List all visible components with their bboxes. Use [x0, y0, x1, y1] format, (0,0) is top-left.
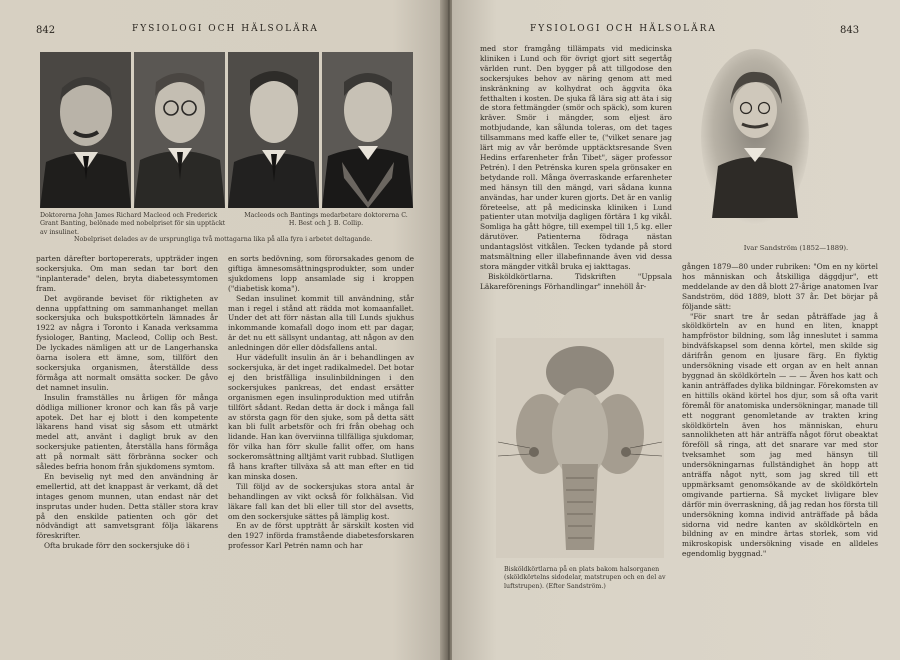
- paragraph: En av de först uppträtt år särskilt kosten vid den 1927 införda framstående diabetesforskaren professor Karl Petrén namn och har: [228, 521, 414, 551]
- photo-collip: [322, 52, 413, 208]
- page-number-right: 843: [840, 25, 860, 36]
- running-header-right: FYSIOLOGI OCH HÄLSOLÄRA: [530, 24, 717, 34]
- paragraph: Bisköldkörtlarna. Tidskriften "Uppsala Läkareförenings Förhandlingar" innehöll år-: [480, 271, 672, 291]
- photo-caption-left: Doktorerna John James Richard Macleod och Frederick Grant Banting, belönade med nobelpriset för sin upptäckt av insulinet.: [40, 212, 226, 236]
- paragraph: Hur vädefullt insulin än är i behandlingen av sockersjuka, är det inget radikalmedel. Det botar ej den bristfälliga insulinbildningen i den sockersjukes pankreas, det endast ersätter organismen egen insulinproduktion med utifrån tillfört sådant. Redan detta är dock i många fall av största gagn för den sjuke, som på detta sätt kan bli fullt arbetsför och fri från obehag och lidande. Han kan överviinna tillfälliga sjukdomar, för vilka han förr skulle fallit offer, om hans sockeromsättning alltjämt varit rubbad. Slutligen få hans krafter tillväxa så att man efter en tid kan minska dosen.: [228, 353, 414, 481]
- photo-best: [228, 52, 319, 208]
- paragraph: Det avgörande beviset för riktigheten av denna uppfattning om sammanhanget mellan sockersjuka och bukspottkörteln lämnades år 1922 av några i Toronto i Kanada verksamma fysiologer, Banting, Macleod, Collip och Best. De lyckades nämligen att ur de Langerhanska öarna isolera ett ämne, som, tillfört den sockersjuka organismen, återställde dess förmåga att normalt omsätta socker. De gåvo det namnet insulin.: [36, 293, 218, 392]
- right-column-1: [480, 44, 672, 336]
- left-page: [0, 0, 446, 660]
- paragraph: Sedan insulinet kommit till användning, står man i regel i stånd att rädda mot komaanfallet. Under det att förr nästan alla till Lunds sjukhus inkommande komafall dogo inom ett par dagar, är det nu ett sällsynt undantag, att någon av den anledningen dör eller dödsfallens antal.: [228, 293, 414, 353]
- paragraph: Ofta brukade förr den sockersjuke dö i: [44, 541, 190, 551]
- photo-caption-right: Macleods och Bantings medarbetare doktorerna C. H. Best och J. B. Collip.: [244, 212, 408, 228]
- left-column-1: [36, 254, 218, 648]
- right-page: [452, 0, 900, 660]
- photo-banting: [134, 52, 225, 208]
- left-column-2: [228, 254, 414, 648]
- paragraph: Insulin framställes nu årligen för många dödliga millioner kronor och kan fås på varje apotek. Det har ej blott i den kompetente läkarens hand visat sig såsom ett utmärkt medel att, använt i dagligt bruk av den sockersjuke patienten, återställa hans förmåga att på normalt sätt förbränna socker och således befria honom från sjukdomens symtom.: [36, 392, 218, 472]
- right-column-2: [682, 262, 878, 642]
- paragraph: "För snart tre år sedan påträffade jag å sköldkörteln av en hund en liten, knappt hampfröstor bildning, som låg inneslutet i samma bindväfskapsel som denna körtel, men skilde sig därifrån genom en ljusare färg. En flyktig undersökning visade ett organ av en helt annan byggnad än sköldkörteln — — — Även hos katt och kanin anträffades dylika bildningar. Förekomsten av en hittills okänd körtel hos djur, som så ofta varit föremål för anatomiska undersökningar, manade till ett noggrant genomletande av trakten kring sköldkörteln även hos människan, ehuru sannolikheten att här anträffa något förut obeaktat föreföll så ringa, att det snarare var med stor tveksamhet som jag med hänsyn till undersökningarnas fullständighet än hopp att anträffa något nytt, som jag skred till ett uppmärksamt genomsökande av de sköldkörteln omgivande partierna. Så mycket livligare blev därför min överraskning, då jag redan hos första till undersökning komna individ anträffade på båda sidorna vid nedre kanten av sköldkörteln en bildning av en mindre ärtas storlek, som vid mikroskopisk undersökning visade en alldeles egendomlig byggnad.": [682, 311, 878, 559]
- page-number-left: 842: [36, 25, 56, 36]
- photo-macleod: [40, 52, 131, 208]
- paragraph: En beviselig nyt med den användning är emellertid, att det knappast är verkamt, då det intages genom munnen, utan endast när det insprutas under huden. Detta ställer stora krav på den enskilde patienten och gör det nödvändigt att samvetsgrant följa läkarens föreskrifter.: [36, 471, 218, 541]
- paragraph: en sorts bedövning, som förorsakades genom de giftiga ämnesomsättningsprodukter, som under sjukdomens lopp ansamlade sig i kroppen ("diabetisk koma").: [228, 254, 414, 293]
- photo-caption-bar: Nobelpriset delades av de ursprungliga två mottagarna lika på alla fyra i arbetet deltagande.: [74, 236, 373, 243]
- anatomy-caption: Bisköldkörtlarna på en plats bakom halsorganen (sköldkörtelns sidodelar, matstrupen och en del av luftstrupen). (Efter Sandström.): [504, 566, 666, 590]
- portrait-ivar-sandstrom: [700, 48, 810, 226]
- paragraph: gången 1879—80 under rubriken: "Om en ny körtel hos människan och åtskilliga däggdjur", ett meddelande av den då blott 27-årige anatomen Ivar Sandström, död 1889, blott 37 år. Det börjar på följande sätt:: [682, 262, 878, 311]
- paragraph: med stor framgång tillämpats vid medicinska kliniken i Lund och för övrigt gjort sitt segertåg världen runt. Den bygger på att tillgodose den sockersjukes behov av näring genom att med inskränkning av kolhydrat och äggvita öka fetthalten i kosten. De sjuka få lära sig att äta i sig de stora fettmängder (smör och späck), som kuren kräver. Smör i mängder, som eljest äro motbjudande, kan sålunda toleras, om det tages tillsammans med kaffe eller te, ("vilket senare jag lärt mig av vår berömde upptäcktsresande Sven Hedins erfarenheter från Tibet", säger professor Petrén). I den Petrénska kuren spela grönsaker en betydande roll. Många överraskande erfarenheter med hänsyn till den mängd, vari sådana kunna användas, har under kuren gjorts. Det är en vanlig företeelse, att på medicinska kliniken i Lund patienter utan motvilja dagligen förtära 1 kg vikål. Somliga ha gått högre, till exempel till 1,5 kg. eller därutöver. Patienterna födraga nästan undantagslöst vitkålen. Tecken tydande på stord matsmältning eller illabefinnande även vid dessa stora mängder vitkål bruka ej iakttagas.: [480, 44, 672, 271]
- portrait-caption: Ivar Sandström (1852—1889).: [743, 244, 849, 252]
- paragraph: parten därefter bortopererats, uppträder ingen sockersjuka. Om man sedan tar bort den "inplanterade" delen, bryta diabetessymtomen fram.: [36, 254, 218, 293]
- paragraph: Till följd av de sockersjukas stora antal är behandlingen av vikt också för folkhälsan. Vid läkare fall kan det bli eller till stor del avsetts, om den sockersjuke sättes på lämplig kost.: [228, 481, 414, 521]
- anatomy-illustration: [496, 338, 664, 558]
- running-header-left: FYSIOLOGI OCH HÄLSOLÄRA: [132, 24, 319, 34]
- portrait-photo-row: [40, 52, 412, 208]
